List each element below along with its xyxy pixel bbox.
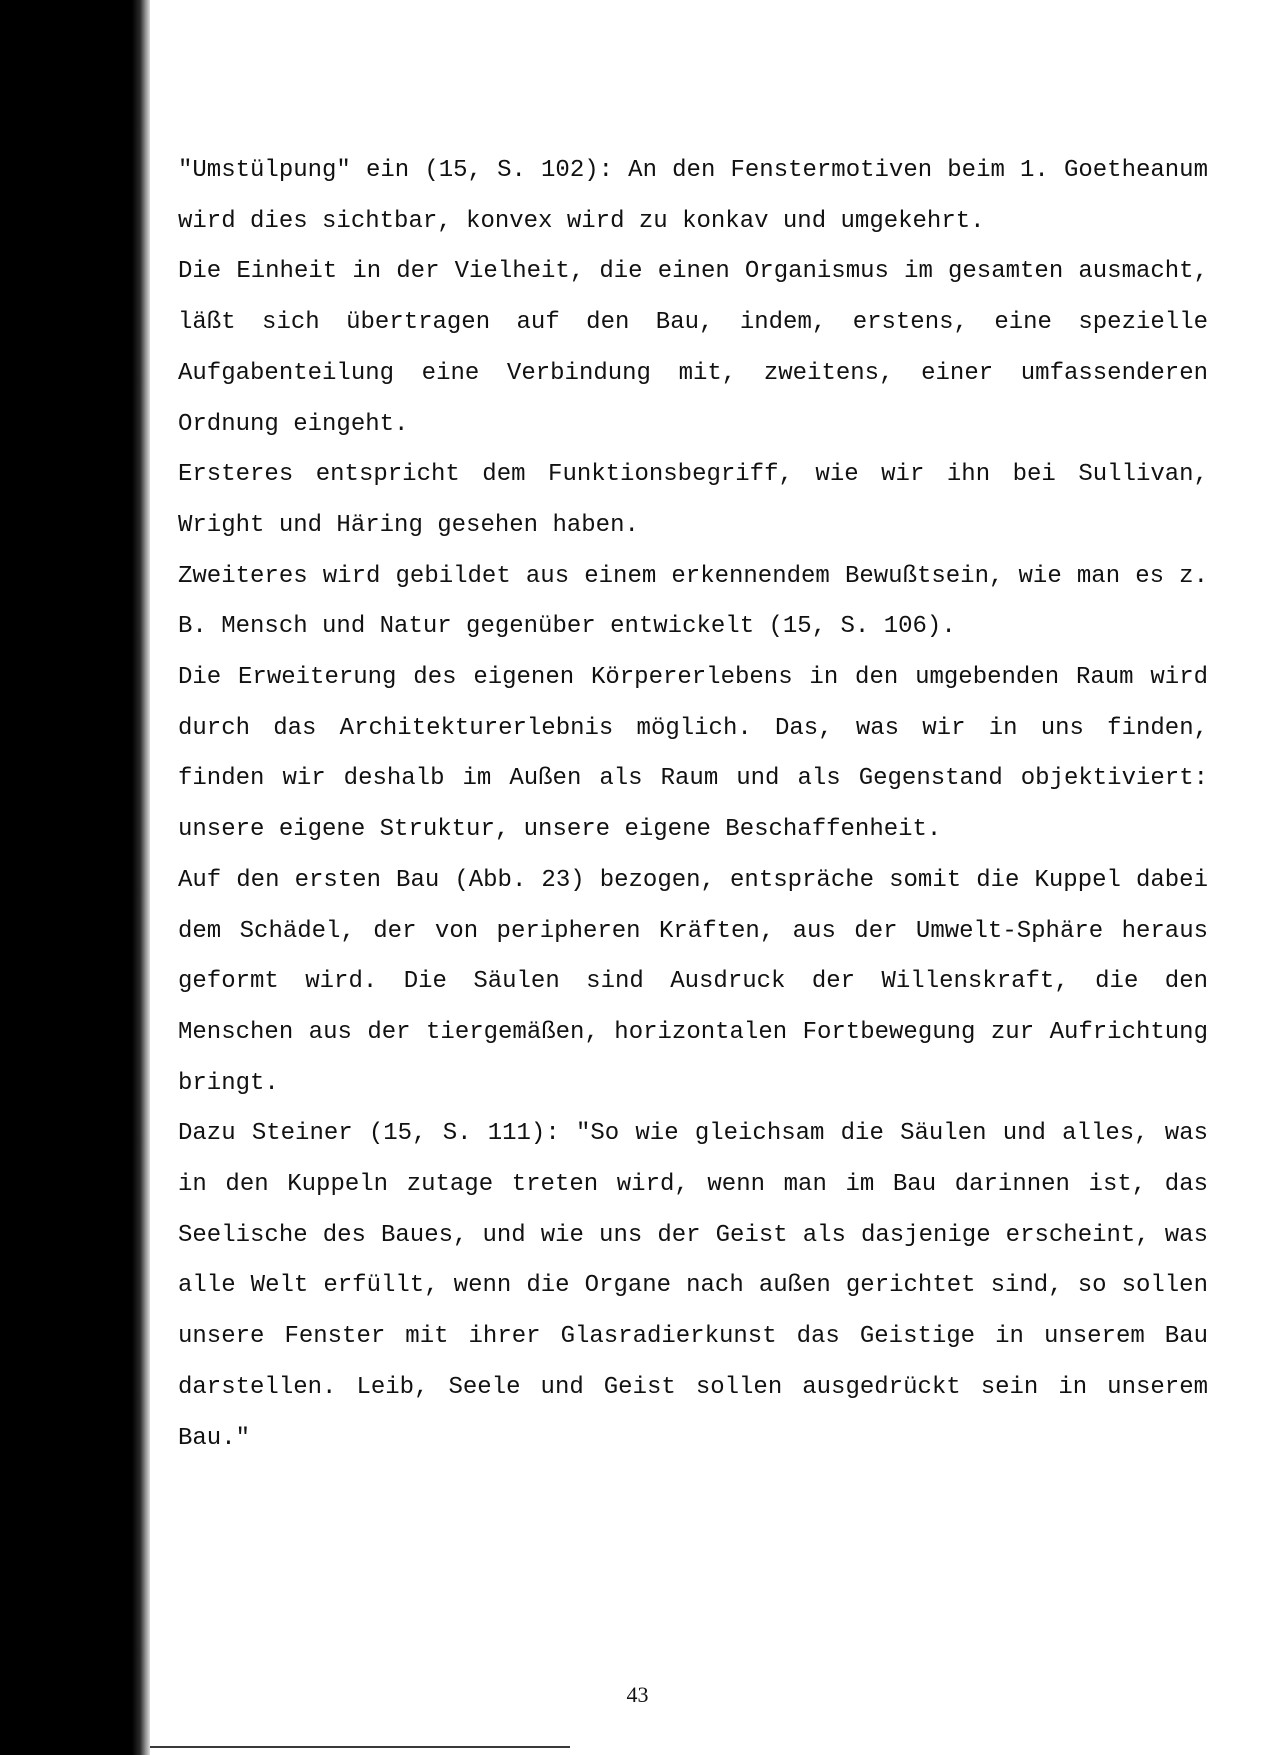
paragraph-erweiterung: Die Erweiterung des eigenen Körpererlebens in den umgebenden Raum wird durch das Architekturerlebnis möglich. Das, was wir in uns finden, finden wir deshalb im Außen als Raum und als Gegenstand objektiviert: unsere eigene Struktur, unsere eigene Beschaffenheit. (178, 664, 1208, 844)
scan-edge-shadow (0, 0, 150, 1755)
page-number: 43 (626, 1682, 649, 1707)
scan-bottom-edge (150, 1746, 570, 1748)
page-body (178, 146, 1208, 1464)
paragraph-steiner-quote: Dazu Steiner (15, S. 111): "So wie gleichsam die Säulen und alles, was in den Kuppeln zutage treten wird, wenn man im Bau darinnen ist, das Seelische des Baues, und wie uns der Geist als dasjenige erscheint, was alle Welt erfüllt, wenn die Organe nach außen gerichtet sind, so sollen unsere Fenster mit ihrer Glasradierkunst das Geistige in unserem Bau darstellen. Leib, Seele und Geist sollen ausgedrückt sein in unserem Bau." (178, 1120, 1208, 1452)
paragraph-einheit-vielheit: Die Einheit in der Vielheit, die einen Organismus im gesamten ausmacht, läßt sich übertragen auf den Bau, indem, erstens, eine spezielle Aufgabenteilung eine Verbindung mit, zweitens, einer umfassenderen Ordnung eingeht. (178, 258, 1208, 438)
paragraph-zweiteres: Zweiteres wird gebildet aus einem erkennendem Bewußtsein, wie man es z. B. Mensch und Natur gegenüber entwickelt (15, S. 106). (178, 562, 1208, 641)
paragraph-erster-bau: Auf den ersten Bau (Abb. 23) bezogen, entspräche somit die Kuppel dabei dem Schädel, der von peripheren Kräften, aus der Umwelt-Sphäre heraus geformt wird. Die Säulen sind Ausdruck der Willenskraft, die den Menschen aus der tiergemäßen, horizontalen Fortbewegung zur Aufrichtung bringt. (178, 866, 1208, 1097)
paragraph-umstuelpung: "Umstülpung" ein (15, S. 102): An den Fenstermotiven beim 1. Goetheanum wird dies sichtbar, konvex wird zu konkav und umgekehrt. (178, 157, 1208, 235)
paragraph-ersteres: Ersteres entspricht dem Funktionsbegriff, wie wir ihn bei Sullivan, Wright und Häring gesehen haben. (178, 461, 1208, 539)
